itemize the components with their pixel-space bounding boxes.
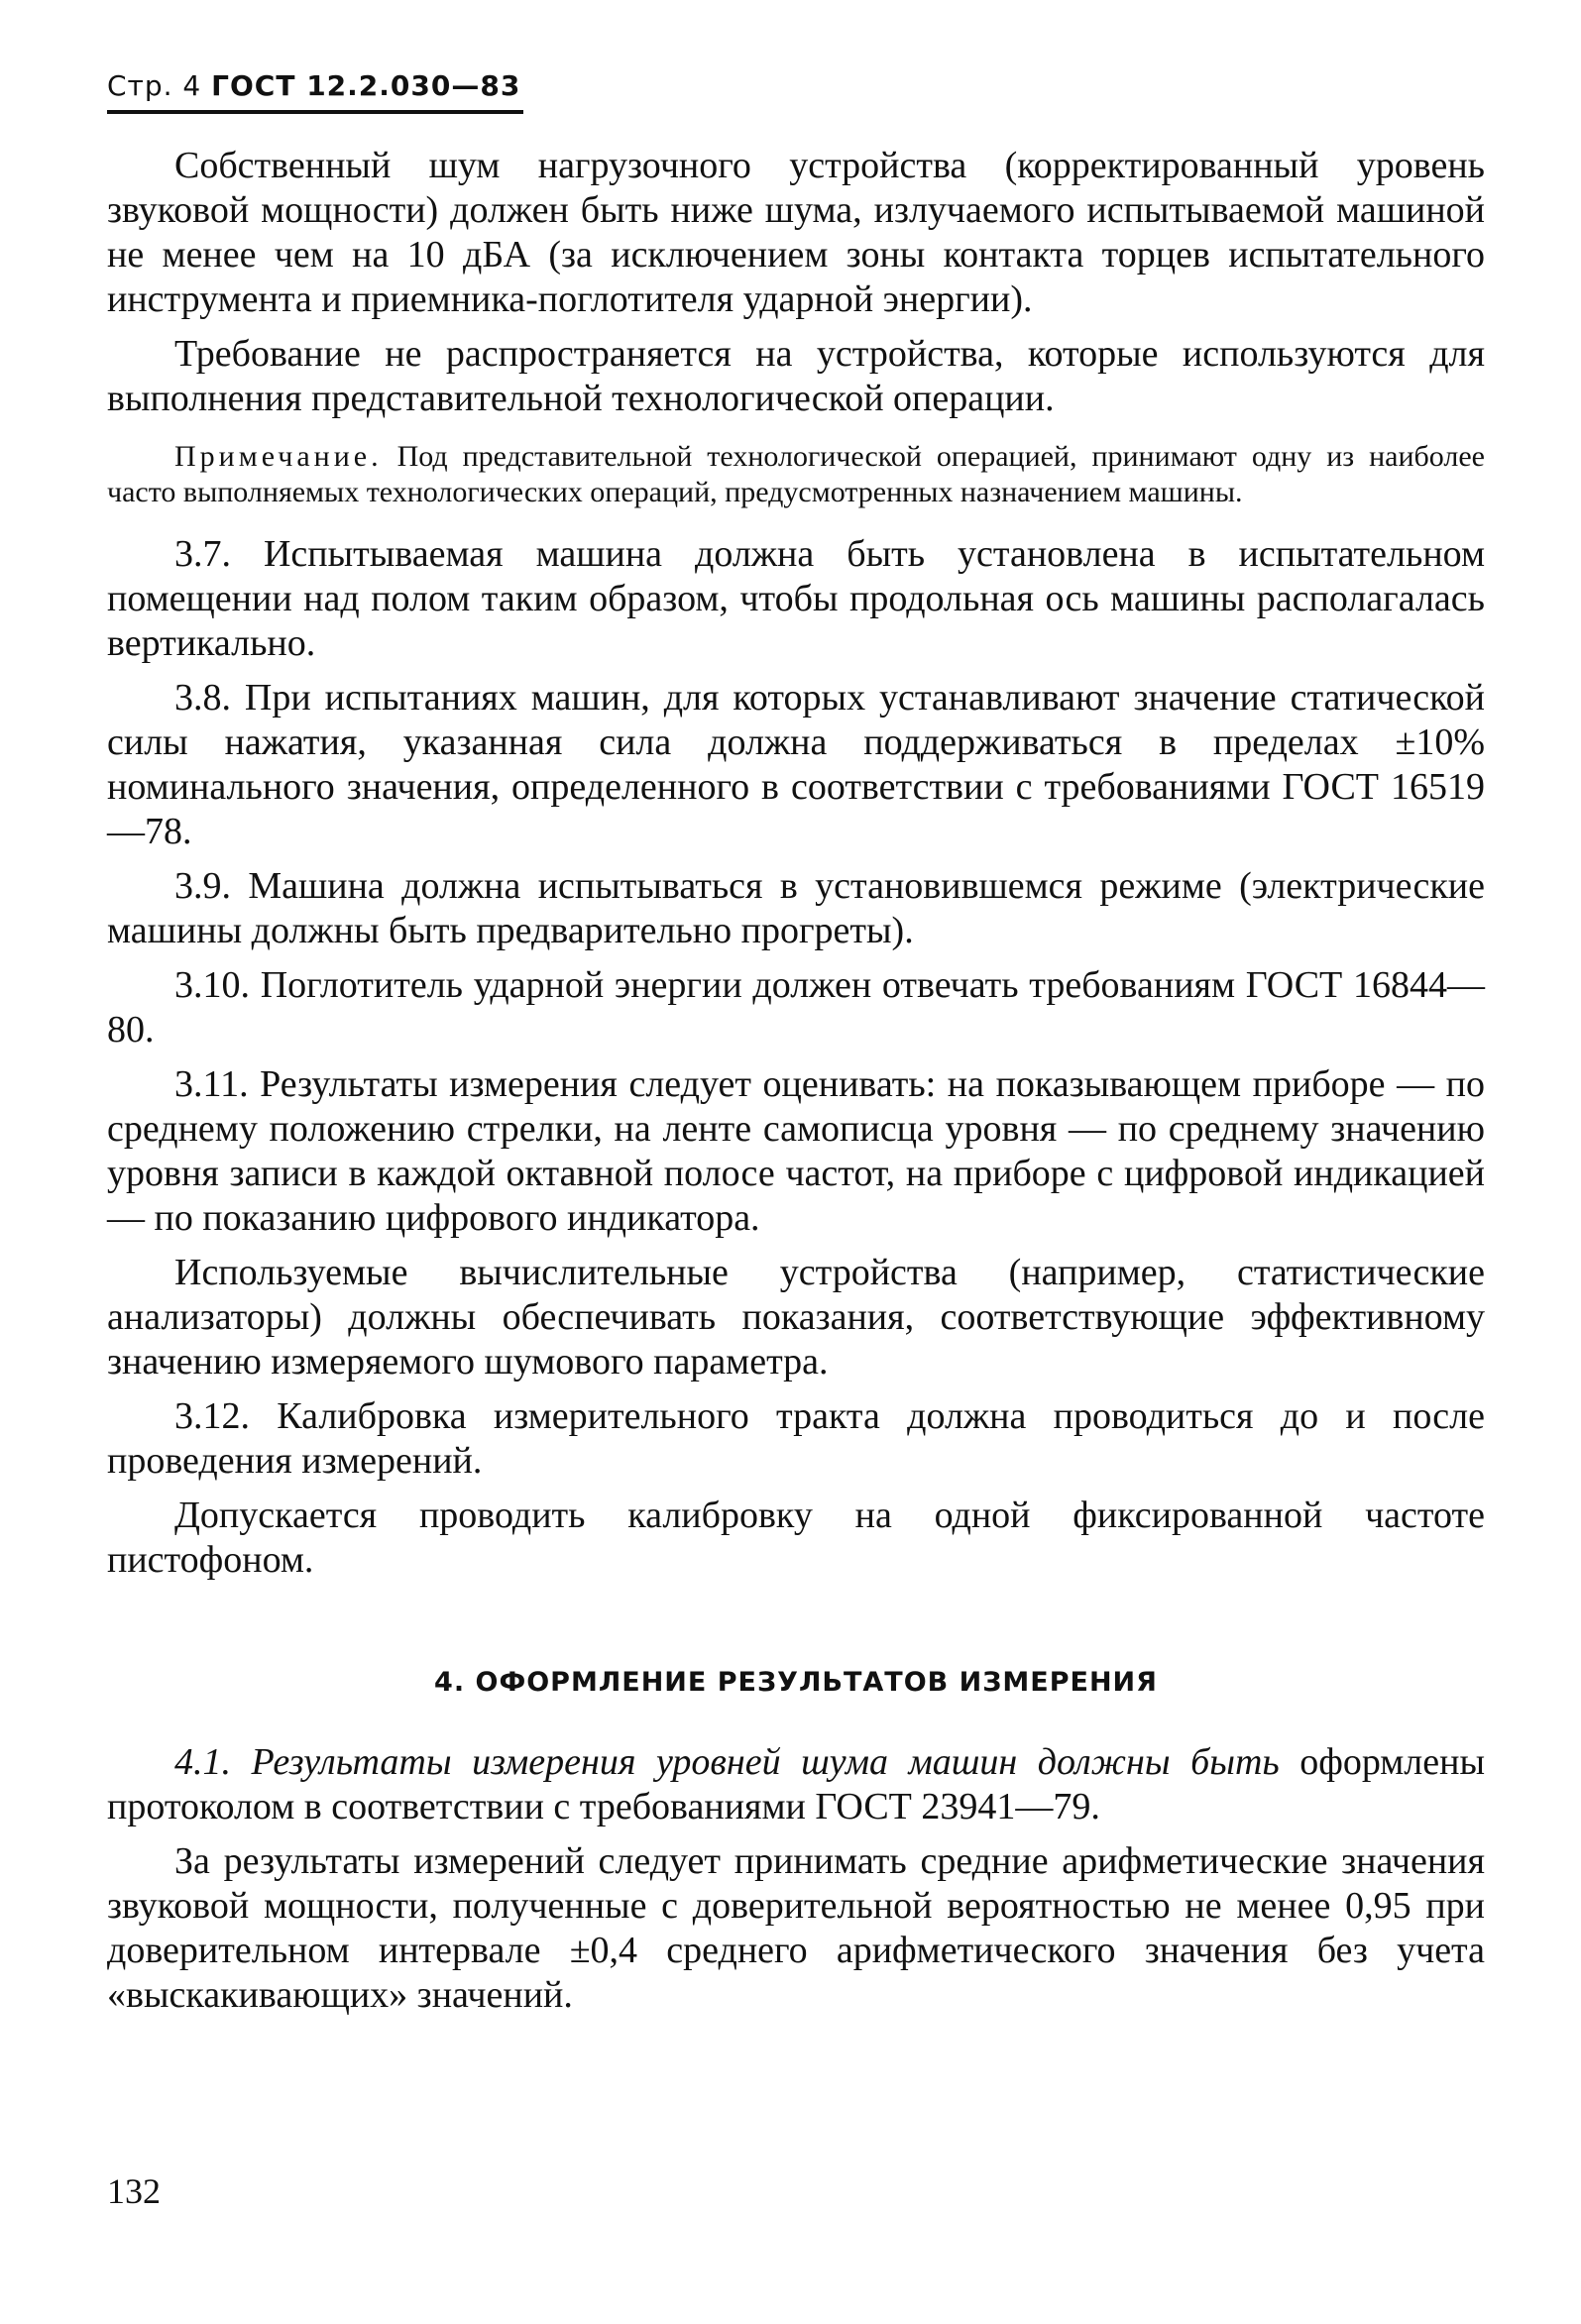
paragraph: Используемые вычислительные устройства (например, статистические анализаторы) должны обеспечивать показания, соответствующие эффективному значению измеряемого шумового параметра.	[107, 1252, 1485, 1383]
document-body	[107, 144, 1485, 2018]
page-label: Стр. 4	[107, 69, 202, 102]
paragraph-3-12: 3.12. Калибровка измерительного тракта должна проводиться до и после проведения измерений.	[107, 1395, 1485, 1482]
paragraph-3-8: 3.8. При испытаниях машин, для которых устанавливают значение статической силы нажатия, указанная сила должна поддерживаться в пределах ±10% номинального значения, определенного в соответствии с требованиями ГОСТ 16519—78.	[107, 677, 1485, 852]
paragraph-3-10: 3.10. Поглотитель ударной энергии должен отвечать требованиям ГОСТ 16844—80.	[107, 964, 1485, 1051]
paragraph: Допускается проводить калибровку на одной фиксированной частоте пистофоном.	[107, 1494, 1485, 1581]
paragraph-3-9: 3.9. Машина должна испытываться в установившемся режиме (электрические машины должны быть предварительно прогреты).	[107, 865, 1485, 951]
paragraph: Требование не распространяется на устройства, которые используются для выполнения представительной технологической операции.	[107, 333, 1485, 419]
paragraph: За результаты измерений следует принимать средние арифметические значения звуковой мощности, полученные с доверительной вероятностью не менее 0,95 при доверительном интервале ±0,4 среднего арифметического значения без учета «выскакивающих» значений.	[107, 1840, 1485, 2016]
paragraph-4-1-rest: оформлены протоколом в соответствии с требованиями ГОСТ 23941—79.	[107, 1741, 1485, 1827]
paragraph: Собственный шум нагрузочного устройства (корректированный уровень звуковой мощности) должен быть ниже шума, излучаемого испытываемой машиной не менее чем на 10 дБА (за исключением зоны контакта торцев испытательного инструмента и приемника-поглотителя ударной энергии).	[107, 145, 1485, 320]
paragraph-4-1-lead: 4.1. Результаты измерения уровней шума машин должны быть	[174, 1741, 1280, 1783]
paragraph-3-7: 3.7. Испытываемая машина должна быть установлена в испытательном помещении над полом таким образом, чтобы продольная ось машины располагалась вертикально.	[107, 533, 1485, 664]
paragraph-4-1	[107, 1740, 1485, 1829]
document-page	[107, 69, 1485, 2028]
note-text: Под представительной технологической операцией, принимают одну из наиболее часто выполняемых технологических операций, предусмотренных назначением машины.	[107, 440, 1485, 508]
page-number: 132	[107, 2171, 161, 2211]
section-heading: 4. ОФОРМЛЕНИЕ РЕЗУЛЬТАТОВ ИЗМЕРЕНИЯ	[434, 1667, 1158, 1698]
paragraph-3-11: 3.11. Результаты измерения следует оценивать: на показывающем приборе — по среднему положению стрелки, на ленте самописца уровня — по среднему значению уровня записи в каждой октавной полосе частот, на приборе с цифровой индикацией — по показанию цифрового индикатора.	[107, 1063, 1485, 1239]
page-header	[107, 69, 523, 114]
note	[107, 439, 1485, 510]
standard-number: ГОСТ 12.2.030—83	[211, 69, 521, 102]
note-label: Примечание.	[174, 440, 383, 473]
